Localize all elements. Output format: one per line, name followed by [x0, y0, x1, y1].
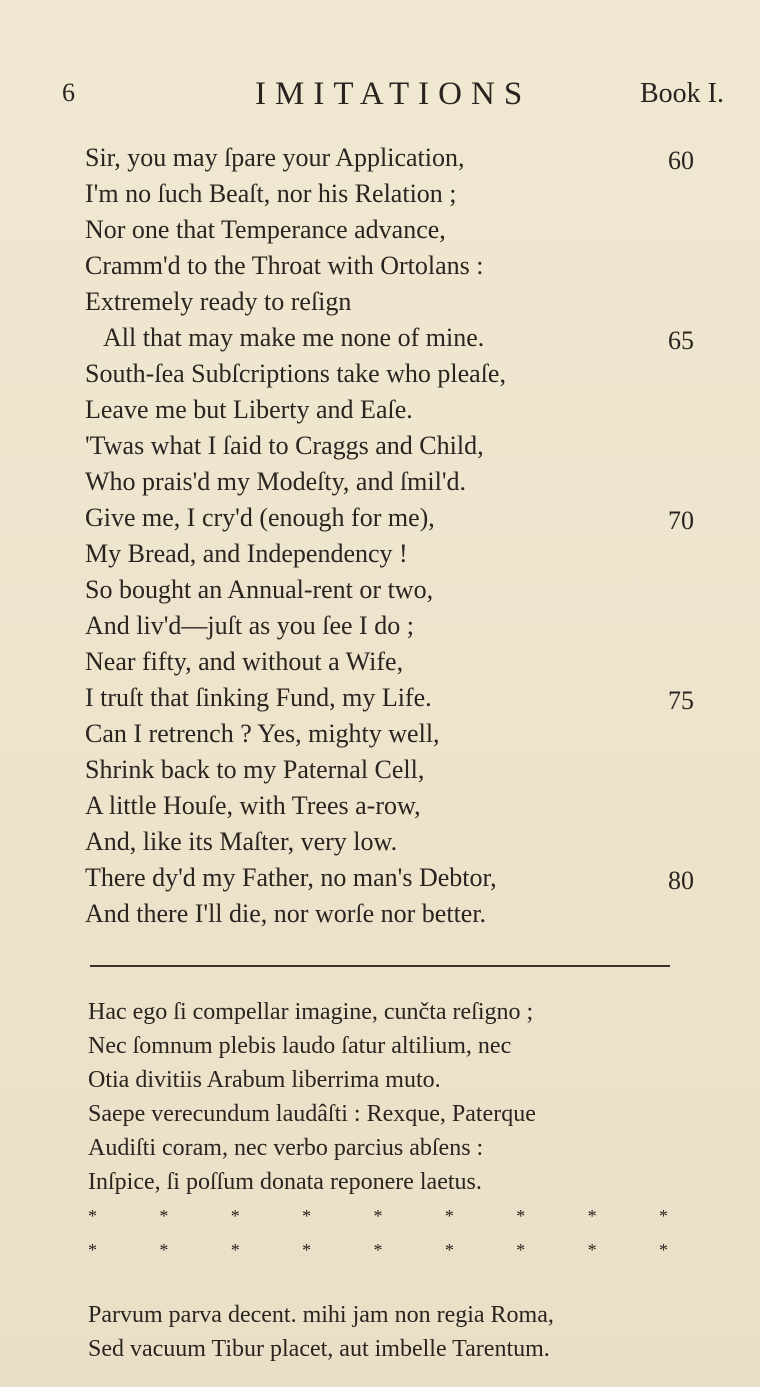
verse-line: Who prais'd my Modeſty, and ſmil'd.: [85, 467, 467, 496]
line-number: 70: [668, 506, 694, 535]
verse-line: All that may make me none of mine.: [103, 323, 485, 352]
latin-line: Parvum parva decent. mihi jam non regia Roma,: [88, 1302, 554, 1328]
verse-line: Cramm'd to the Throat with Ortolans :: [85, 251, 484, 280]
asterisk: *: [516, 1240, 526, 1260]
line-number: 80: [668, 866, 694, 895]
latin-line: Saepe verecundum laudâſti : Rexque, Paterque: [88, 1101, 536, 1127]
asterisk: *: [516, 1206, 526, 1226]
latin-line: Inſpice, ſi poſſum donata reponere laetus.: [88, 1169, 482, 1195]
verse-line: Leave me but Liberty and Eaſe.: [85, 395, 413, 424]
asterisk: *: [88, 1206, 97, 1226]
line-number: 65: [668, 326, 694, 355]
running-title: IMITATIONS: [255, 76, 532, 112]
asterisk: *: [230, 1206, 240, 1226]
line-number: 60: [668, 146, 694, 175]
asterisk: *: [373, 1206, 383, 1226]
verse-line: My Bread, and Independency !: [85, 539, 408, 568]
latin-line: Hac ego ſi compellar imagine, cunčta reſigno ;: [88, 999, 534, 1025]
latin-line: Sed vacuum Tibur placet, aut imbelle Tarentum.: [88, 1336, 550, 1362]
verse-line: South-ſea Subſcriptions take who pleaſe,: [85, 359, 506, 388]
asterisk: *: [659, 1206, 668, 1226]
asterisk: *: [373, 1240, 383, 1260]
verse-line: Nor one that Temperance advance,: [85, 215, 446, 244]
asterisk: *: [88, 1240, 97, 1260]
verse-line: Shrink back to my Paternal Cell,: [85, 755, 425, 784]
page-header: [0, 76, 760, 126]
asterisk-row: [88, 1206, 668, 1227]
asterisk: *: [587, 1240, 597, 1260]
asterisk: *: [159, 1206, 169, 1226]
english-verse: [85, 140, 625, 932]
verse-line: Extremely ready to reſign: [85, 287, 352, 316]
verse-line: I truſt that ſinking Fund, my Life.: [85, 683, 432, 712]
asterisk-row: [88, 1240, 668, 1261]
asterisk: *: [230, 1240, 240, 1260]
line-number: 75: [668, 686, 694, 715]
verse-line: And, like its Maſter, very low.: [85, 827, 398, 856]
verse-line: Sir, you may ſpare your Application,: [85, 143, 465, 172]
latin-line: Audiſti coram, nec verbo parcius abſens :: [88, 1135, 484, 1161]
verse-line: A little Houſe, with Trees a-row,: [85, 791, 421, 820]
verse-line: Can I retrench ? Yes, mighty well,: [85, 719, 440, 748]
verse-line: There dy'd my Father, no man's Debtor,: [85, 863, 497, 892]
page-number: 6: [62, 78, 75, 107]
asterisk: *: [444, 1240, 454, 1260]
latin-line: Otia divitiis Arabum liberrima muto.: [88, 1067, 441, 1093]
asterisk: *: [159, 1240, 169, 1260]
asterisk: *: [444, 1206, 454, 1226]
latin-line: Nec ſomnum plebis laudo ſatur altilium, nec: [88, 1033, 512, 1059]
section-divider: [90, 965, 670, 967]
asterisk: *: [302, 1206, 312, 1226]
verse-line: And there I'll die, nor worſe nor better.: [85, 899, 487, 928]
verse-line: Give me, I cry'd (enough for me),: [85, 503, 435, 532]
verse-line: Near fifty, and without a Wife,: [85, 647, 404, 676]
verse-line: So bought an Annual-rent or two,: [85, 575, 434, 604]
asterisk: *: [302, 1240, 312, 1260]
asterisk: *: [659, 1240, 668, 1260]
verse-line: 'Twas what I ſaid to Craggs and Child,: [85, 431, 484, 460]
book-label: Book I.: [640, 78, 724, 109]
verse-line: And liv'd—juſt as you ſee I do ;: [85, 611, 414, 640]
verse-line: I'm no ſuch Beaſt, nor his Relation ;: [85, 179, 457, 208]
latin-verse-continued: [88, 1298, 708, 1366]
asterisk: *: [587, 1206, 597, 1226]
latin-verse: [88, 995, 688, 1199]
